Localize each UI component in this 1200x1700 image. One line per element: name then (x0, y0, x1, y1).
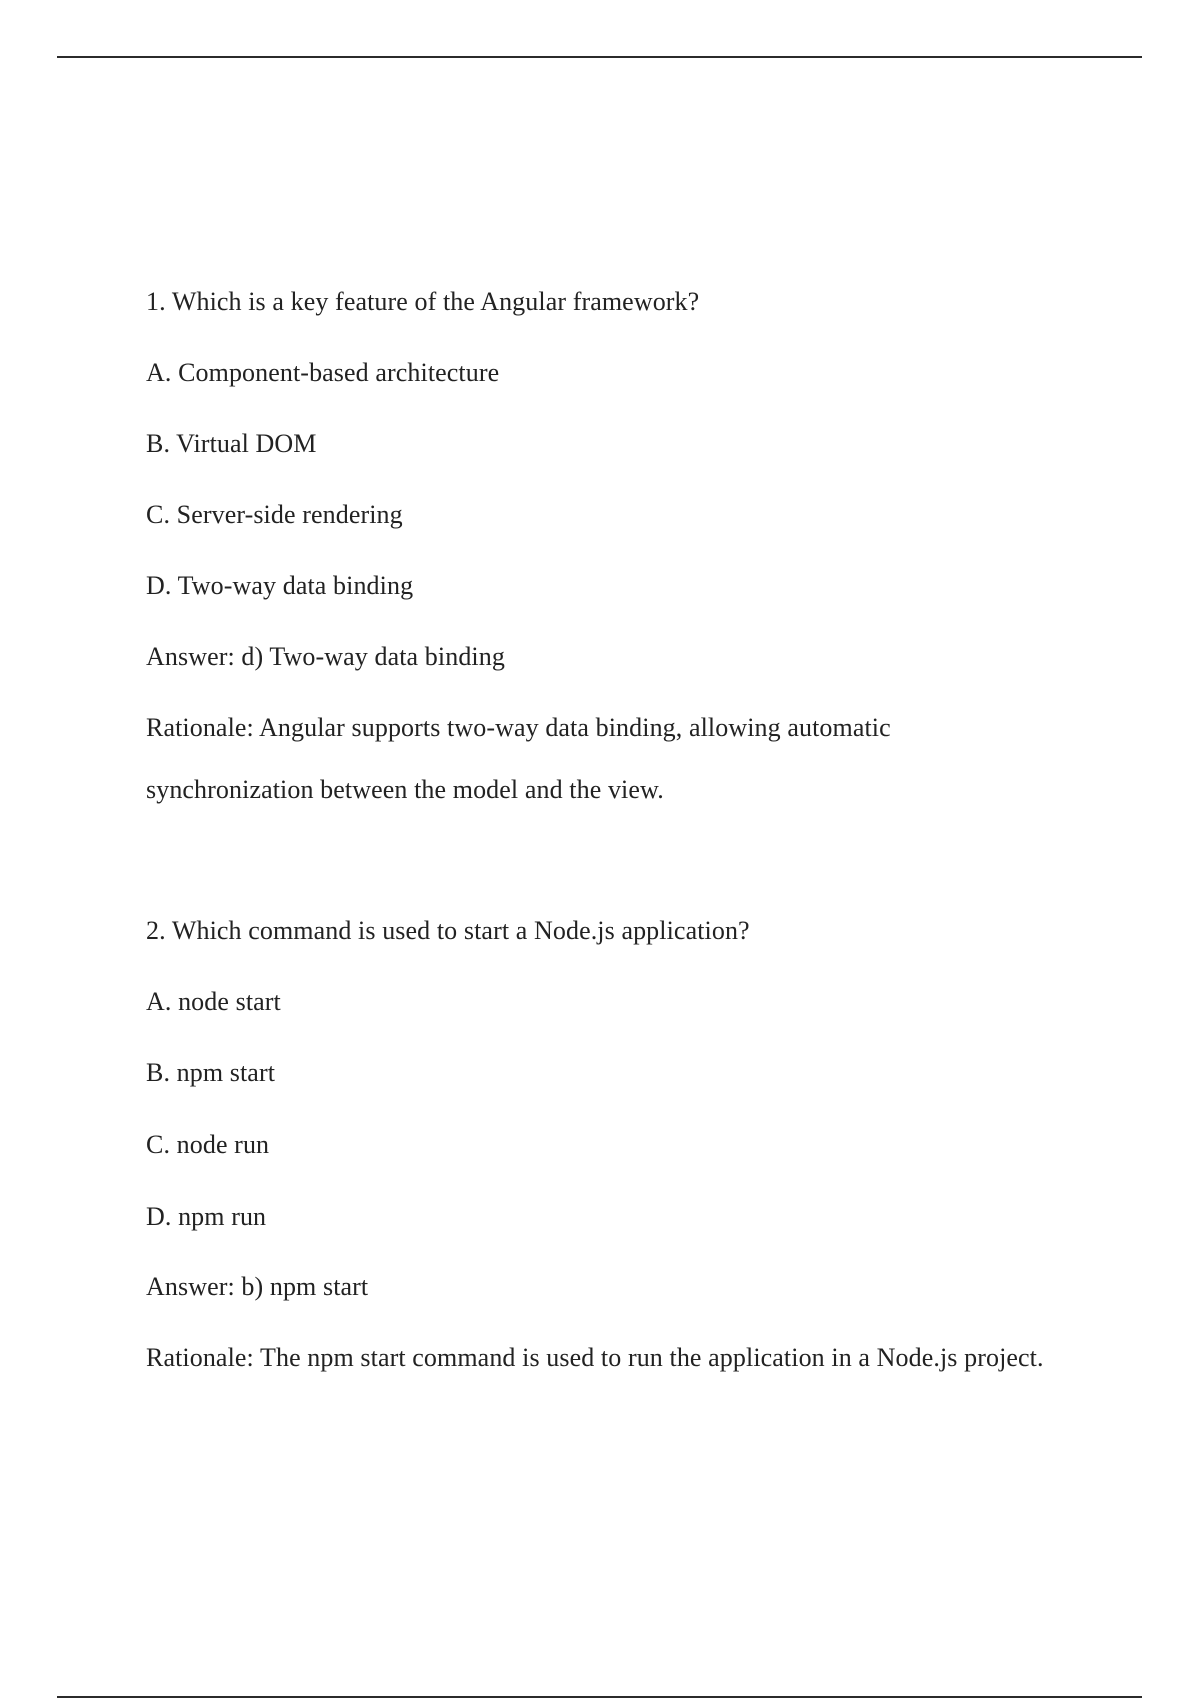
bottom-rule (57, 1696, 1142, 1698)
question-text: 2. Which command is used to start a Node.js application? (146, 916, 750, 945)
option-a: A. Component-based architecture (146, 358, 500, 387)
answer-text: Answer: b) npm start (146, 1272, 369, 1301)
option-c: C. Server-side rendering (146, 500, 403, 529)
option-d: D. npm run (146, 1202, 267, 1231)
question-text: 1. Which is a key feature of the Angular framework? (146, 287, 700, 316)
answer-text: Answer: d) Two-way data binding (146, 642, 505, 671)
rationale-line-2: synchronization between the model and the view. (146, 775, 664, 804)
top-rule (57, 56, 1142, 58)
rationale-line-1: Rationale: Angular supports two-way data binding, allowing automatic (146, 713, 891, 742)
option-d: D. Two-way data binding (146, 571, 414, 600)
option-b: B. npm start (146, 1058, 276, 1087)
option-b: B. Virtual DOM (146, 429, 317, 458)
option-c: C. node run (146, 1130, 270, 1159)
rationale-line-1: Rationale: The npm start command is used to run the application in a Node.js project. (146, 1343, 1044, 1372)
option-a: A. node start (146, 987, 281, 1016)
